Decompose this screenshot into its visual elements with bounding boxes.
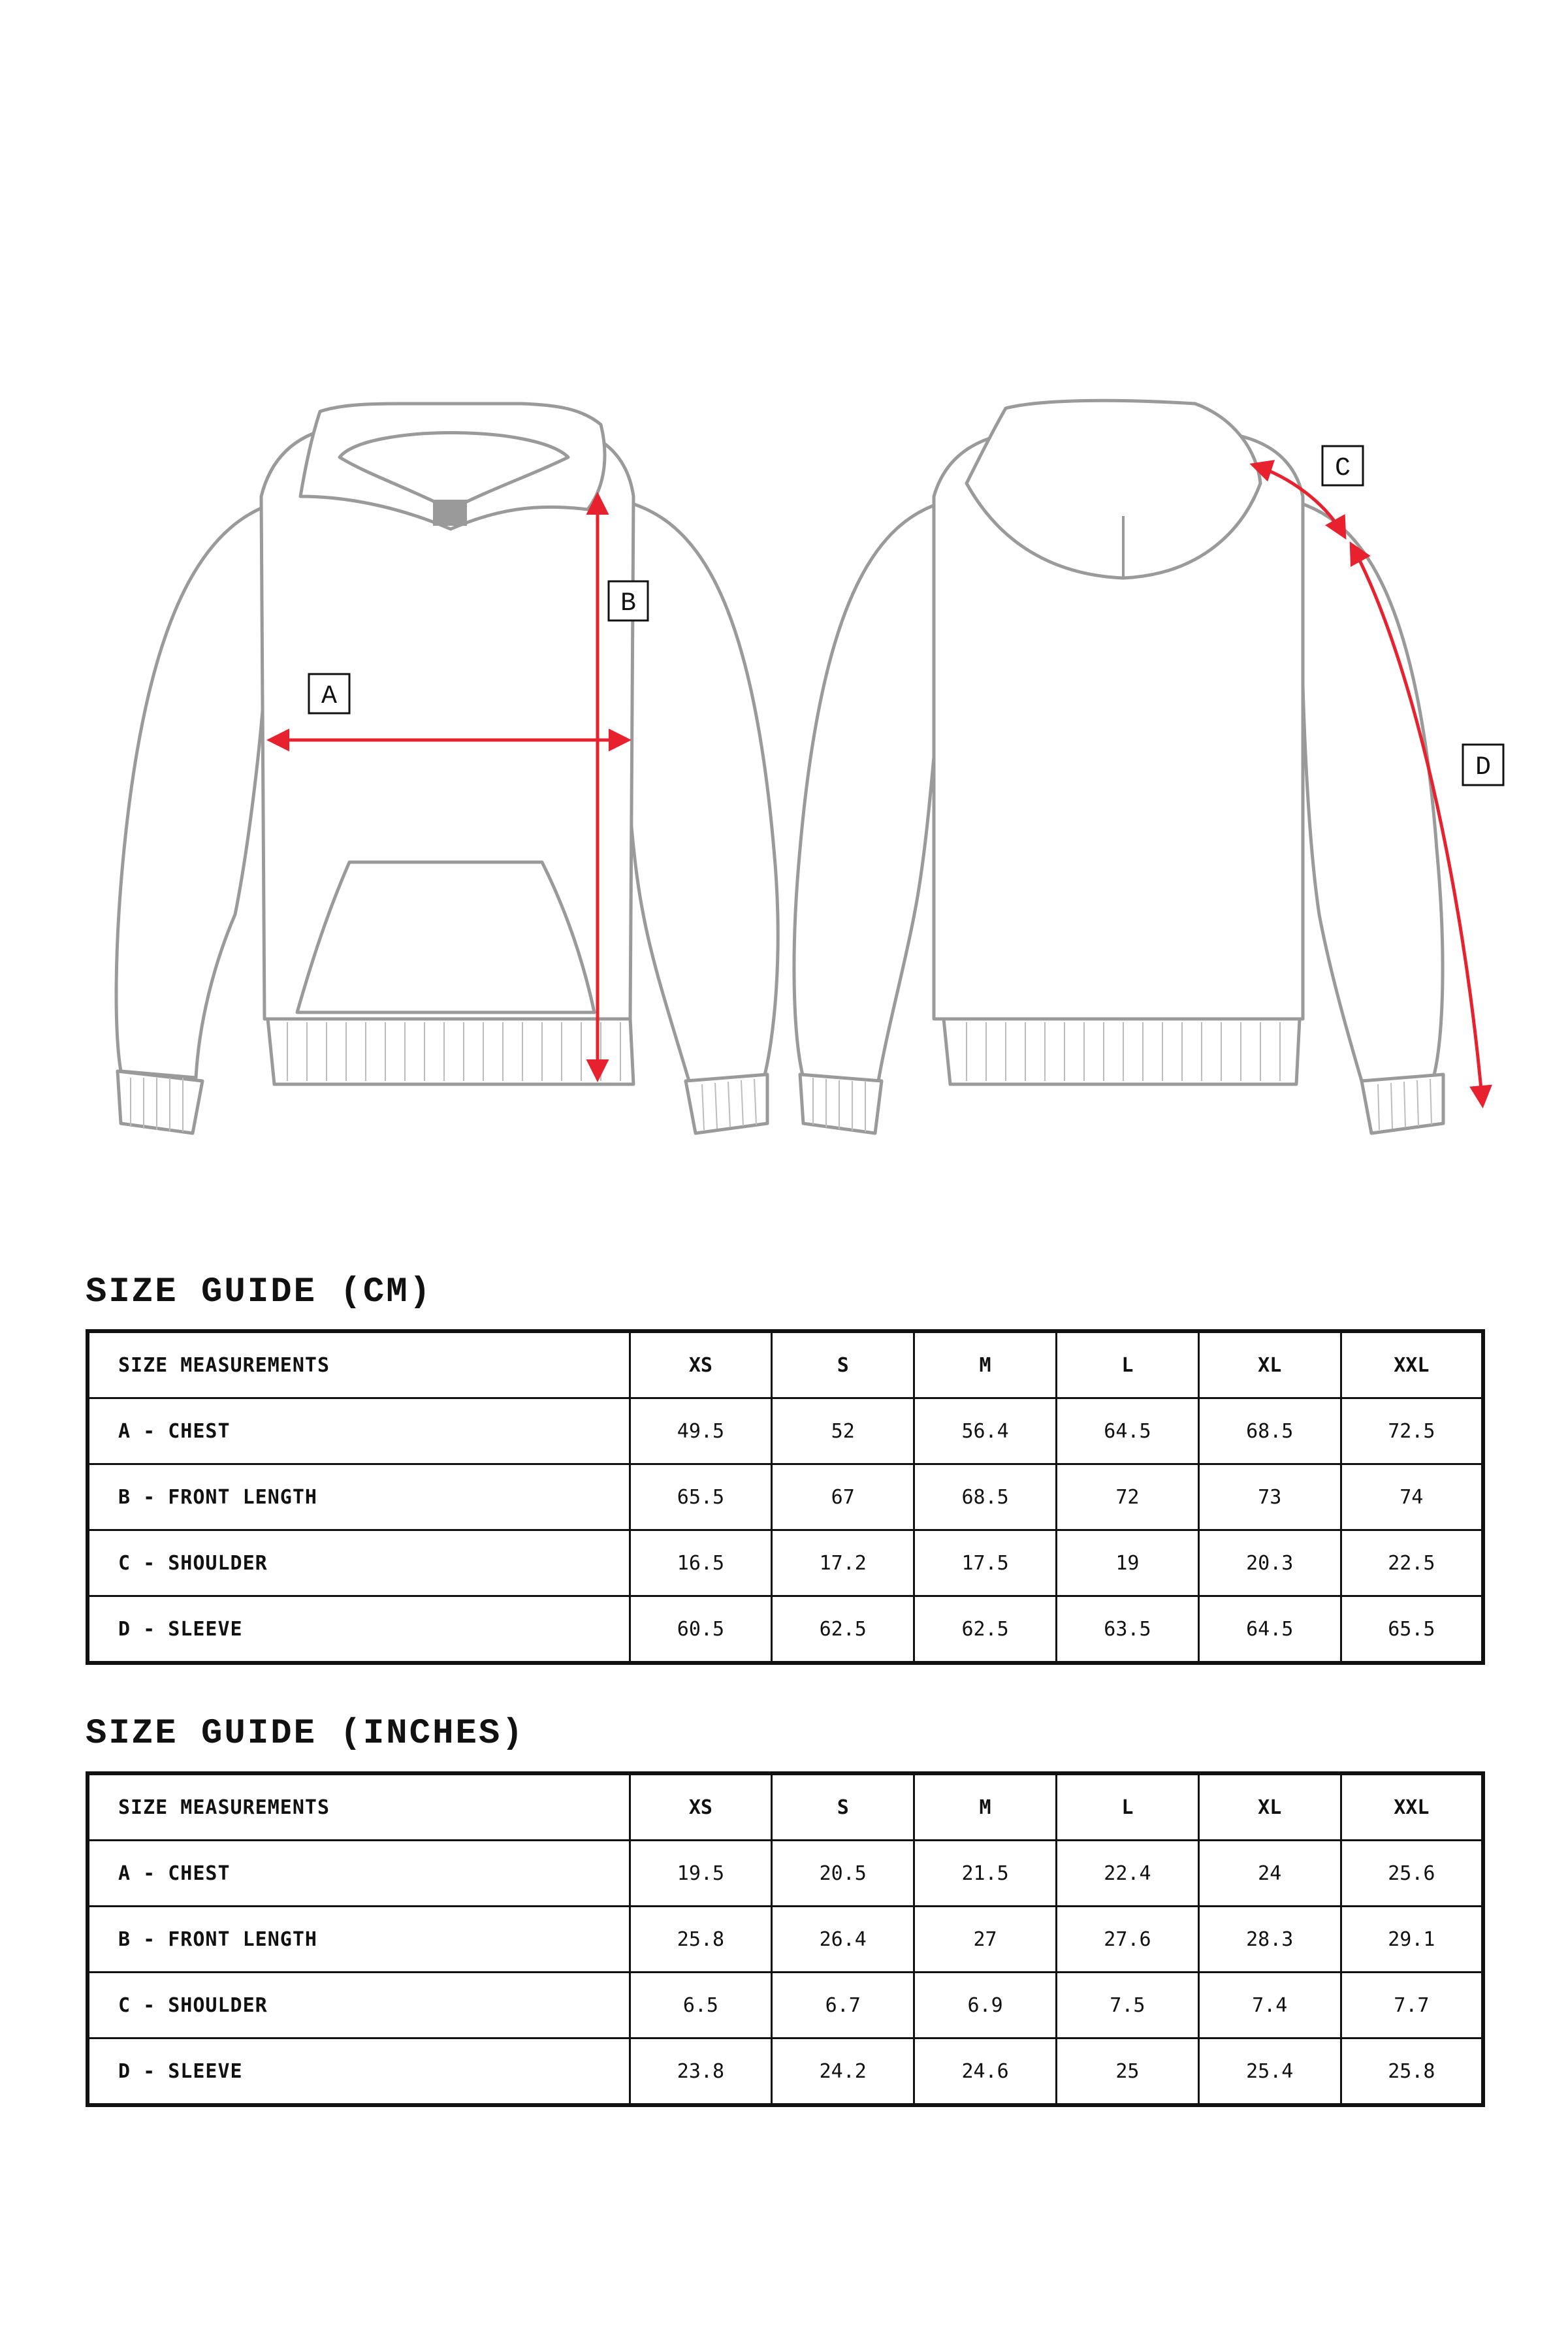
value-cell: 16.5	[630, 1530, 772, 1596]
value-cell: 49.5	[630, 1398, 772, 1464]
value-cell: 20.5	[772, 1841, 914, 1907]
value-cell: 28.3	[1198, 1907, 1341, 1973]
value-cell: 67	[772, 1464, 914, 1530]
marker-a: A	[321, 682, 338, 711]
value-cell: 22.4	[1056, 1841, 1198, 1907]
value-cell: 29.1	[1341, 1907, 1483, 1973]
value-cell: 25.8	[630, 1907, 772, 1973]
table-row	[88, 1464, 1483, 1530]
value-cell: 72	[1056, 1464, 1198, 1530]
size-header-cell: XS	[630, 1331, 772, 1398]
table-row	[88, 1596, 1483, 1664]
value-cell: 62.5	[914, 1596, 1057, 1664]
value-cell: 25.6	[1341, 1841, 1483, 1907]
value-cell: 6.7	[772, 1973, 914, 2038]
measurement-label-cell: C - SHOULDER	[88, 1530, 630, 1596]
value-cell: 74	[1341, 1464, 1483, 1530]
size-header-cell: XXL	[1341, 1331, 1483, 1398]
back-left-sleeve	[794, 503, 940, 1081]
value-cell: 68.5	[1198, 1398, 1341, 1464]
value-cell: 17.5	[914, 1530, 1057, 1596]
value-cell: 27.6	[1056, 1907, 1198, 1973]
size-header-cell: L	[1056, 1773, 1198, 1841]
table-row	[88, 1841, 1483, 1907]
value-cell: 60.5	[630, 1596, 772, 1664]
value-cell: 73	[1198, 1464, 1341, 1530]
value-cell: 6.9	[914, 1973, 1057, 2038]
size-header-cell: XL	[1198, 1331, 1341, 1398]
table-row	[88, 1907, 1483, 1973]
front-left-sleeve	[116, 503, 274, 1078]
value-cell: 19.5	[630, 1841, 772, 1907]
hoodie-front-view	[116, 404, 778, 1133]
value-cell: 25.4	[1198, 2038, 1341, 2106]
value-cell: 24.2	[772, 2038, 914, 2106]
value-cell: 64.5	[1056, 1398, 1198, 1464]
hoodie-back-view	[794, 400, 1443, 1133]
value-cell: 72.5	[1341, 1398, 1483, 1464]
size-header-cell: XS	[630, 1773, 772, 1841]
measurement-label-cell: B - FRONT LENGTH	[88, 1464, 630, 1530]
value-cell: 25	[1056, 2038, 1198, 2106]
value-cell: 27	[914, 1907, 1057, 1973]
value-cell: 24.6	[914, 2038, 1057, 2106]
marker-c: C	[1334, 454, 1351, 483]
size-header-cell: M	[914, 1773, 1057, 1841]
value-cell: 17.2	[772, 1530, 914, 1596]
table-row	[88, 1530, 1483, 1596]
size-header-cell: S	[772, 1773, 914, 1841]
size-guide-inches-title: SIZE GUIDE (INCHES)	[86, 1714, 525, 1754]
value-cell: 52	[772, 1398, 914, 1464]
measurement-label-cell: C - SHOULDER	[88, 1973, 630, 2038]
table-header-row	[88, 1773, 1483, 1841]
header-label-cell: SIZE MEASUREMENTS	[88, 1773, 630, 1841]
value-cell: 7.5	[1056, 1973, 1198, 2038]
value-cell: 7.4	[1198, 1973, 1341, 2038]
table-row	[88, 2038, 1483, 2106]
back-hem-rib	[944, 1019, 1300, 1084]
measurement-label-cell: A - CHEST	[88, 1841, 630, 1907]
value-cell: 26.4	[772, 1907, 914, 1973]
header-label-cell: SIZE MEASUREMENTS	[88, 1331, 630, 1398]
measurement-label-cell: D - SLEEVE	[88, 2038, 630, 2106]
size-guide-cm-table	[86, 1329, 1485, 1665]
value-cell: 19	[1056, 1530, 1198, 1596]
measurement-label-cell: D - SLEEVE	[88, 1596, 630, 1664]
size-guide-inches-table	[86, 1771, 1485, 2107]
value-cell: 68.5	[914, 1464, 1057, 1530]
front-hem-rib	[268, 1019, 633, 1084]
size-header-cell: XXL	[1341, 1773, 1483, 1841]
front-kangaroo-pocket	[297, 862, 594, 1012]
value-cell: 21.5	[914, 1841, 1057, 1907]
size-header-cell: M	[914, 1331, 1057, 1398]
value-cell: 6.5	[630, 1973, 772, 2038]
size-header-cell: XL	[1198, 1773, 1341, 1841]
value-cell: 65.5	[1341, 1596, 1483, 1664]
value-cell: 20.3	[1198, 1530, 1341, 1596]
value-cell: 63.5	[1056, 1596, 1198, 1664]
value-cell: 23.8	[630, 2038, 772, 2106]
value-cell: 64.5	[1198, 1596, 1341, 1664]
value-cell: 62.5	[772, 1596, 914, 1664]
value-cell: 25.8	[1341, 2038, 1483, 2106]
value-cell: 22.5	[1341, 1530, 1483, 1596]
table-row	[88, 1398, 1483, 1464]
value-cell: 65.5	[630, 1464, 772, 1530]
measurement-label-cell: A - CHEST	[88, 1398, 630, 1464]
size-header-cell: L	[1056, 1331, 1198, 1398]
marker-d: D	[1475, 753, 1492, 782]
marker-b: B	[620, 589, 637, 619]
back-left-cuff	[800, 1074, 882, 1133]
value-cell: 24	[1198, 1841, 1341, 1907]
table-row	[88, 1973, 1483, 2038]
size-guide-cm-title: SIZE GUIDE (CM)	[86, 1272, 433, 1312]
measurement-label-cell: B - FRONT LENGTH	[88, 1907, 630, 1973]
value-cell: 56.4	[914, 1398, 1057, 1464]
value-cell: 7.7	[1341, 1973, 1483, 2038]
table-header-row	[88, 1331, 1483, 1398]
size-header-cell: S	[772, 1331, 914, 1398]
